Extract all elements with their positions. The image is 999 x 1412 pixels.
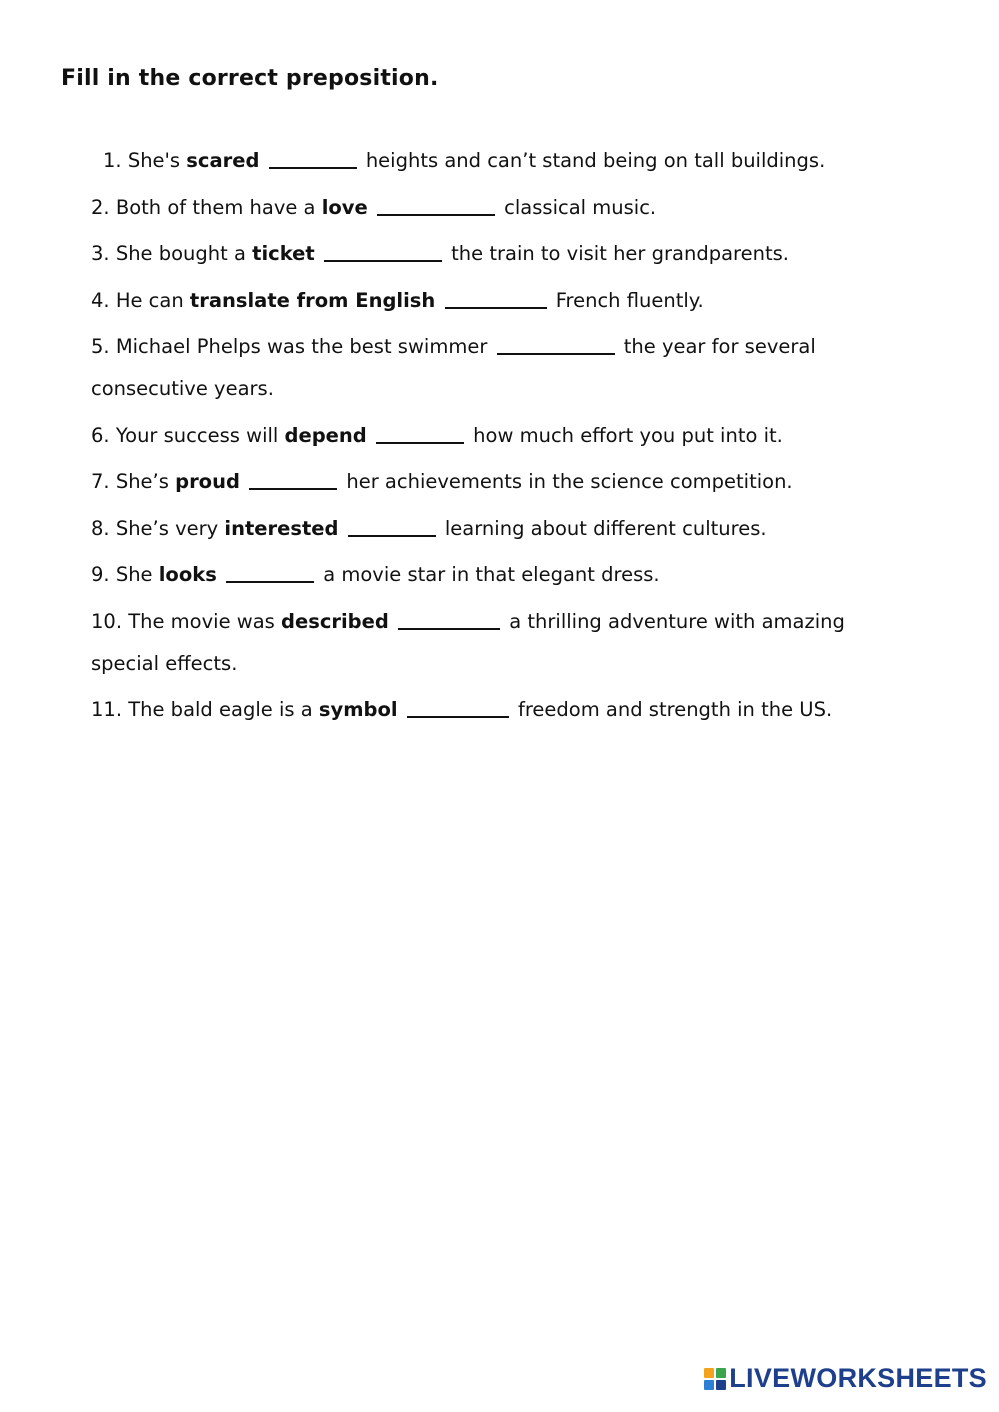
answer-blank[interactable] bbox=[445, 287, 547, 309]
question-text-after: French fluently. bbox=[555, 288, 704, 312]
question-2 bbox=[91, 187, 911, 229]
question-1 bbox=[91, 140, 911, 182]
question-number: 10. bbox=[91, 609, 123, 633]
worksheet-title: Fill in the correct preposition. bbox=[61, 66, 439, 91]
question-text-before: She bbox=[115, 563, 153, 586]
question-keyword: translate from English bbox=[189, 288, 436, 312]
logo-tile-e bbox=[716, 1380, 726, 1390]
question-10 bbox=[91, 601, 911, 685]
question-keyword: proud bbox=[175, 470, 240, 493]
brand-wordmark: LIVEWORKSHEETS bbox=[729, 1363, 987, 1393]
answer-blank[interactable] bbox=[226, 562, 314, 584]
question-keyword: scared bbox=[186, 149, 260, 172]
question-8 bbox=[91, 508, 911, 550]
question-list bbox=[91, 140, 911, 736]
question-number: 6. bbox=[91, 423, 110, 447]
question-keyword: love bbox=[321, 195, 368, 219]
question-keyword: depend bbox=[284, 423, 367, 447]
answer-blank[interactable] bbox=[376, 422, 464, 444]
question-text-before: Michael Phelps was the best swimmer bbox=[115, 335, 488, 358]
question-number: 2. bbox=[91, 195, 110, 219]
liveworksheets-logo-icon bbox=[704, 1368, 726, 1390]
answer-blank[interactable] bbox=[377, 194, 495, 216]
question-text-before: She’s very bbox=[115, 516, 219, 540]
question-number: 4. bbox=[91, 288, 110, 312]
question-keyword: described bbox=[281, 609, 389, 633]
answer-blank[interactable] bbox=[324, 241, 442, 263]
question-text-after: the train to visit her grandparents. bbox=[451, 242, 789, 265]
question-text-after: heights and can’t stand being on tall buildings. bbox=[365, 149, 826, 172]
question-number: 5. bbox=[91, 335, 110, 358]
question-text-before: The bald eagle is a bbox=[128, 698, 313, 721]
question-number: 3. bbox=[91, 242, 110, 265]
question-text-before: She's bbox=[127, 149, 181, 172]
question-keyword: symbol bbox=[318, 698, 398, 721]
question-text-before: She’s bbox=[115, 470, 169, 493]
question-3 bbox=[91, 233, 911, 275]
question-keyword: interested bbox=[224, 516, 339, 540]
answer-blank[interactable] bbox=[249, 469, 337, 491]
question-text-before: Both of them have a bbox=[115, 195, 316, 219]
question-text-after: the year for several consecutive years. bbox=[91, 335, 816, 400]
question-number: 11. bbox=[91, 698, 123, 721]
question-number: 9. bbox=[91, 563, 110, 586]
question-text-before: He can bbox=[115, 288, 184, 312]
question-text-before: The movie was bbox=[128, 609, 275, 633]
question-5 bbox=[91, 326, 911, 410]
logo-tile-i bbox=[716, 1368, 726, 1378]
question-keyword: ticket bbox=[252, 242, 315, 265]
question-11 bbox=[91, 689, 911, 731]
logo-tile-l bbox=[704, 1368, 714, 1378]
logo-tile-v bbox=[704, 1380, 714, 1390]
question-number: 1. bbox=[103, 149, 122, 172]
answer-blank[interactable] bbox=[407, 697, 509, 719]
question-keyword: looks bbox=[158, 563, 217, 586]
answer-blank[interactable] bbox=[398, 608, 500, 630]
question-text-after: freedom and strength in the US. bbox=[517, 698, 833, 721]
question-text-after: classical music. bbox=[504, 195, 657, 219]
question-4 bbox=[91, 280, 911, 322]
question-9 bbox=[91, 554, 911, 596]
question-number: 7. bbox=[91, 470, 110, 493]
question-text-after: learning about different cultures. bbox=[444, 516, 767, 540]
question-text-after: how much effort you put into it. bbox=[473, 423, 783, 447]
liveworksheets-brand bbox=[704, 1363, 987, 1394]
question-7 bbox=[91, 461, 911, 503]
answer-blank[interactable] bbox=[348, 515, 436, 537]
answer-blank[interactable] bbox=[497, 334, 615, 356]
answer-blank[interactable] bbox=[269, 148, 357, 170]
question-text-after: a movie star in that elegant dress. bbox=[323, 563, 660, 586]
question-text-after: a thrilling adventure with amazing special effects. bbox=[91, 609, 845, 675]
question-text-after: her achievements in the science competition. bbox=[346, 470, 793, 493]
question-6 bbox=[91, 415, 911, 457]
question-text-before: Your success will bbox=[115, 423, 279, 447]
question-text-before: She bought a bbox=[115, 242, 246, 265]
question-number: 8. bbox=[91, 516, 110, 540]
